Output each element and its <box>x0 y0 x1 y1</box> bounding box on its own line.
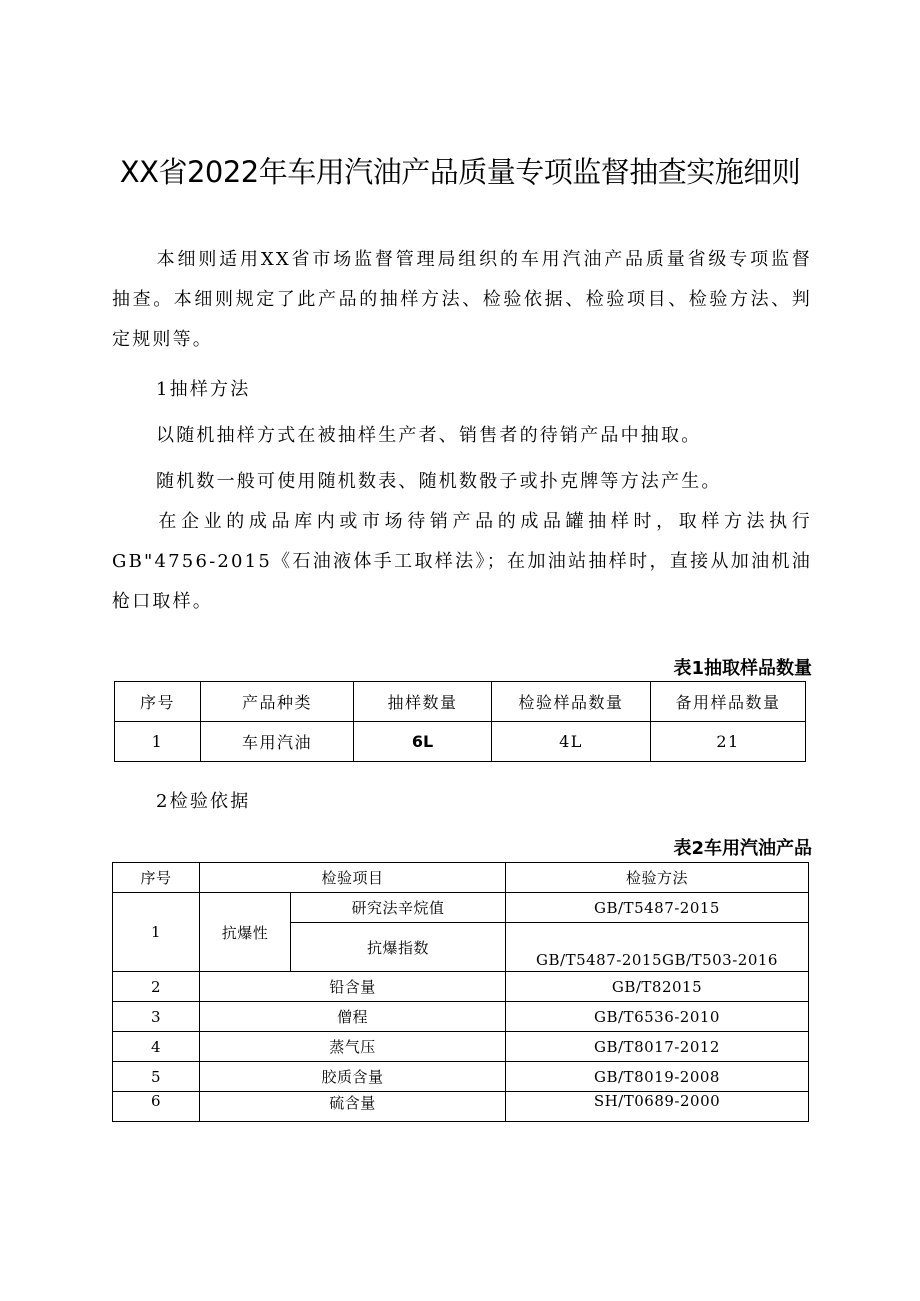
intro-paragraph <box>112 240 812 360</box>
table2-caption: 表2车用汽油产品 <box>673 838 812 859</box>
table-cell: SH/T0689-2000 <box>506 1092 809 1122</box>
table-row <box>113 893 809 923</box>
section2-heading: 2检验依据 <box>156 791 251 812</box>
table-cell: GB/T6536-2010 <box>506 1002 809 1032</box>
table-cell: 3 <box>113 1002 200 1032</box>
table-header-cell: 检验项目 <box>200 863 506 893</box>
table-cell: 僧程 <box>200 1002 506 1032</box>
table-cell: GB/T5487-2015GB/T503-2016 <box>506 923 809 972</box>
table-header-cell: 检验样品数量 <box>492 682 651 722</box>
section1-heading: 1抽样方法 <box>156 379 251 400</box>
intro-text: 本细则适用XX省市场监督管理局组织的车用汽油产品质量省级专项监督抽查。本细则规定了此产品的抽样方法、检验依据、检验项目、检验方法、判定规则等。 <box>112 249 812 350</box>
section1-paragraph-3-text: 在企业的成品库内或市场待销产品的成品罐抽样时，取样方法执行GB"4756-2015《石油液体手工取样法》；在加油站抽样时，直接从加油机油枪口取样。 <box>112 511 812 612</box>
table-cell: 21 <box>651 722 806 762</box>
table-cell: 抗爆指数 <box>291 923 506 972</box>
table-header-cell: 备用样品数量 <box>651 682 806 722</box>
table-cell: 6L <box>354 722 492 762</box>
table-cell: GB/T82015 <box>506 972 809 1002</box>
table-cell: 蒸气压 <box>200 1032 506 1062</box>
table-row <box>115 722 806 762</box>
table-cell: GB/T8019-2008 <box>506 1062 809 1092</box>
table-header-cell: 序号 <box>113 863 200 893</box>
table-row <box>113 1062 809 1092</box>
table-cell: 1 <box>113 893 200 972</box>
table-header-cell: 产品种类 <box>201 682 354 722</box>
table-cell: 2 <box>113 972 200 1002</box>
table-cell: 1 <box>115 722 201 762</box>
page-title: XX省2022年车用汽油产品质量专项监督抽查实施细则 <box>119 155 801 189</box>
table-header-row <box>115 682 806 722</box>
table-cell: 6 <box>113 1092 200 1122</box>
section1-paragraph-2: 随机数一般可使用随机数表、随机数骰子或扑克牌等方法产生。 <box>156 471 722 492</box>
table-cell: 硫含量 <box>200 1092 506 1122</box>
table-cell: 抗爆性 <box>200 893 291 972</box>
table-cell: 4L <box>492 722 651 762</box>
table-row <box>113 972 809 1002</box>
table-cell: 4 <box>113 1032 200 1062</box>
table-cell: 5 <box>113 1062 200 1092</box>
sample-quantity-table <box>114 681 806 762</box>
table-cell: 车用汽油 <box>201 722 354 762</box>
table-cell: 铅含量 <box>200 972 506 1002</box>
table-row <box>113 1092 809 1122</box>
inspection-items-table <box>112 862 809 1122</box>
table-row <box>113 1002 809 1032</box>
section1-paragraph-3 <box>112 502 812 622</box>
table-header-cell: 序号 <box>115 682 201 722</box>
table-header-row <box>113 863 809 893</box>
table-header-cell: 检验方法 <box>506 863 809 893</box>
table-cell: GB/T8017-2012 <box>506 1032 809 1062</box>
table-cell: 研究法辛烷值 <box>291 893 506 923</box>
table1-caption: 表1抽取样品数量 <box>673 658 812 679</box>
table-cell: GB/T5487-2015 <box>506 893 809 923</box>
table-row <box>113 1032 809 1062</box>
table-cell: 胶质含量 <box>200 1062 506 1092</box>
section1-paragraph-1: 以随机抽样方式在被抽样生产者、销售者的待销产品中抽取。 <box>156 425 702 446</box>
table-header-cell: 抽样数量 <box>354 682 492 722</box>
